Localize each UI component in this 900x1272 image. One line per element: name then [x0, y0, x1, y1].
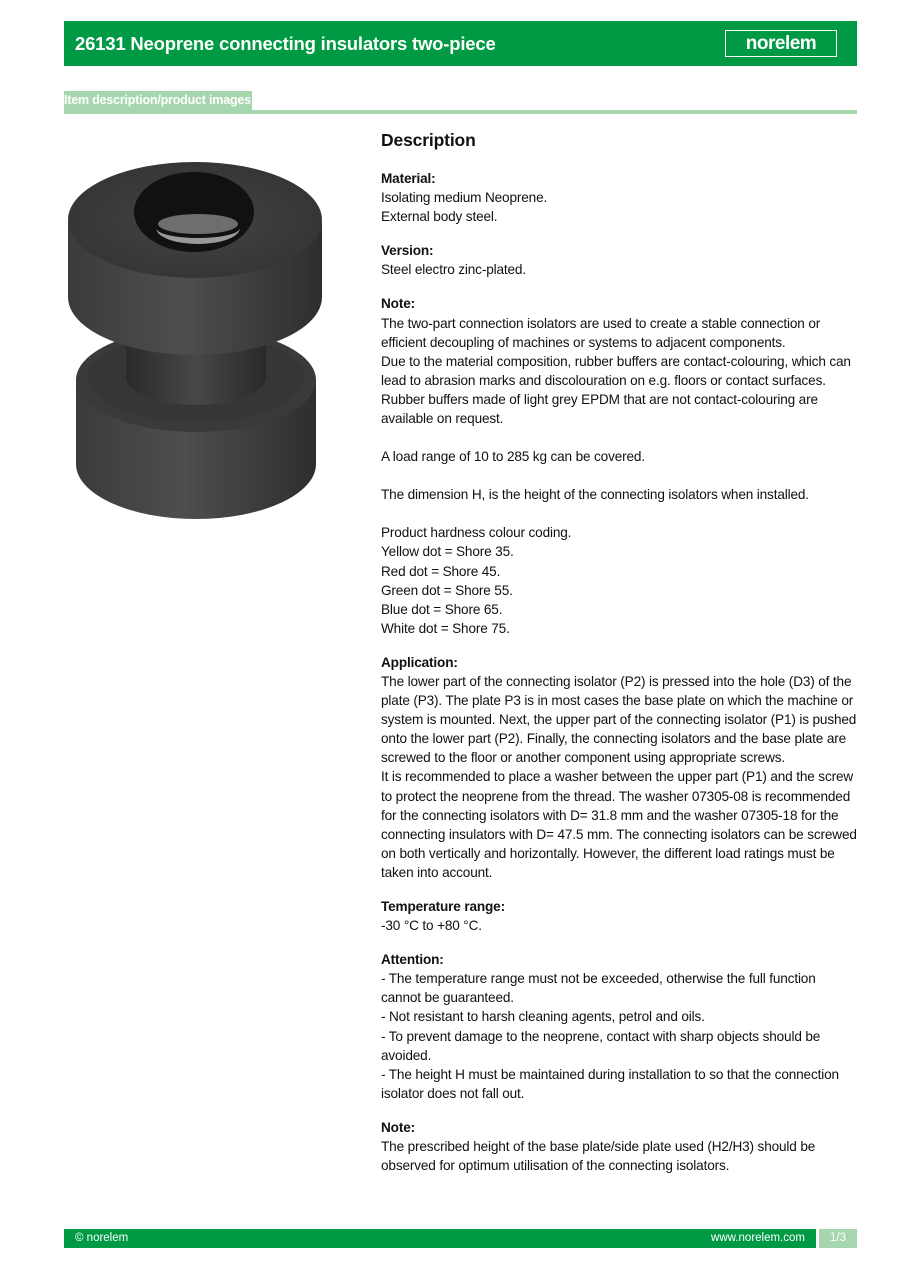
norelem-logo: [725, 30, 837, 57]
application-text: The lower part of the connecting isolator (P2) is pressed into the hole (D3) of the plate (P3). The plate P3 is in most cases the base plate on which the machine or system is mounted. Next, the upper part of the connecting isolator (P1) is pushed onto the lower part (P2). Finally, the connecting isolators and the base plate are screwed to the floor or another component using appropriate screws. It is recommended to place a washer between the upper part (P1) and the screw to protect the neoprene from the thread. The washer 07305-08 is recommended for the connecting isolators with D= 31.8 mm and the washer 07305-18 for the connecting insulators with D= 47.5 mm. The connecting isolators can be screwed on both vertically and horizontally. However, the different load ratings must be taken into account.: [381, 673, 857, 880]
page-header: [64, 21, 857, 66]
note2-label: Note:: [381, 1119, 415, 1135]
temperature-text: -30 °C to +80 °C.: [381, 918, 482, 934]
version-label: Version:: [381, 243, 434, 259]
page-footer: [64, 1229, 857, 1248]
section-label: Item description/product images: [64, 91, 252, 110]
note-paragraph: A load range of 10 to 285 kg can be covered.: [381, 449, 645, 465]
temperature-label: Temperature range:: [381, 899, 505, 914]
hardness-colour-coding: Product hardness colour coding. Yellow dot = Shore 35. Red dot = Shore 45. Green dot = Shore 55. Blue dot = Shore 65. White dot = Shore 75.: [381, 525, 572, 636]
website-link[interactable]: www.norelem.com: [711, 1232, 805, 1244]
version-block: [381, 241, 857, 279]
note-paragraph: The two-part connection isolators are used to create a stable connection or efficient decoupling of machines or systems to adjacent components. Due to the material composition, rubber buffers are contact-colouring, which can lead to abrasion marks and discolouration on e.g. floors or contact surfaces. Rubber buffers made of light grey EPDM that are not contact-colouring are available on request.: [381, 315, 851, 427]
material-line: External body steel.: [381, 209, 498, 225]
version-line: Steel electro zinc-plated.: [381, 262, 526, 278]
note-block: [381, 294, 857, 637]
section-bar: [64, 91, 857, 114]
neoprene-isolator-illustration: [64, 132, 326, 524]
application-block: [381, 653, 857, 882]
note-paragraph: The dimension H, is the height of the connecting isolators when installed.: [381, 487, 809, 503]
temperature-block: [381, 897, 857, 935]
material-block: [381, 169, 857, 226]
attention-text: - The temperature range must not be exceeded, otherwise the full function cannot be guaranteed. - Not resistant to harsh cleaning agents, petrol and oils. - To prevent damage to the neoprene, contact with sharp objects should be avoided. - The height H must be maintained during installation to so that the connection isolator does not fall out.: [381, 971, 839, 1101]
footer-bar: [64, 1229, 816, 1248]
attention-label: Attention:: [381, 952, 444, 968]
product-image: [64, 132, 326, 524]
copyright-text: © norelem: [75, 1232, 129, 1244]
description-panel: [381, 128, 857, 1190]
page-title: 26131 Neoprene connecting insulators two-piece: [75, 32, 496, 54]
material-label: Material:: [381, 171, 436, 186]
logo-text: norelem: [745, 32, 817, 54]
note-label: Note:: [381, 296, 415, 312]
description-heading: Description: [381, 130, 476, 150]
attention-block: [381, 950, 857, 1103]
section-divider: [64, 110, 857, 114]
material-line: Isolating medium Neoprene.: [381, 190, 548, 206]
note2-block: [381, 1118, 857, 1175]
page-number: 1/3: [819, 1229, 857, 1248]
application-label: Application:: [381, 654, 458, 670]
note2-text: The prescribed height of the base plate/side plate used (H2/H3) should be observed for optimum utilisation of the connecting isolators.: [381, 1139, 816, 1174]
